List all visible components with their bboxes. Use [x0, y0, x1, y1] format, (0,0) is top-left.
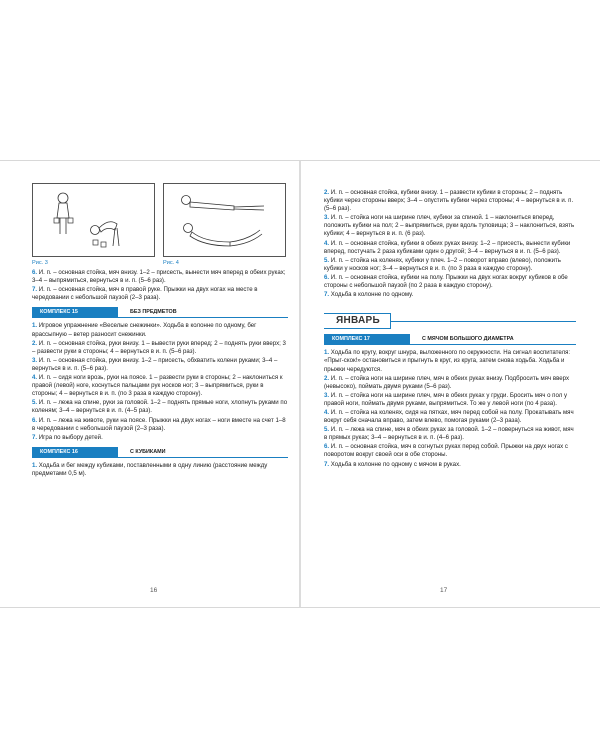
- item-text: И. п. – основная стойка, мяч в согнутых руках перед собой. Прыжки на двух ногах с поворотом вокруг своей оси в обе стороны.: [324, 443, 568, 459]
- item-text: Ходьба в колонне по одному.: [330, 291, 414, 299]
- list-item: [32, 462, 288, 478]
- book-spread: [0, 160, 600, 608]
- figure-3-caption: Рис. 3: [32, 260, 48, 266]
- item-number: 7.: [324, 291, 330, 299]
- list-item: [324, 461, 576, 469]
- item-text: И. п. – стойка ноги на ширине плеч, мяч в обеих руках у груди. Бросить мяч о пол у правой ноги, поймать двумя руками, выпрямиться. То же у левой ноги (по 4 раза).: [324, 391, 568, 407]
- figure-3-illustration: [32, 183, 155, 257]
- complex-title: С МЯЧОМ БОЛЬШОГО ДИАМЕТРА: [422, 336, 514, 343]
- item-text: И. п. – основная стойка, кубики внизу. 1 – развести кубики в стороны; 2 – поднять кубики через стороны вверх; 3–4 – опустить кубики через стороны; 4 – вернуться в и. п. (5–6 раз).: [324, 189, 574, 213]
- item-number: 6.: [32, 416, 38, 424]
- item-number: 7.: [324, 460, 330, 468]
- list-item: [324, 409, 576, 425]
- book-spine: [299, 161, 301, 607]
- list-item: [324, 349, 576, 373]
- item-text: И. п. – основная стойка, мяч в правой руке. Прыжки на двух ногах на месте в чередовании с небольшой паузой (2–3 раза).: [32, 286, 258, 302]
- item-number: 1.: [32, 322, 38, 330]
- item-number: 7.: [32, 433, 38, 441]
- list-item: [324, 392, 576, 408]
- item-text: И. п. – лежа на спине, мяч в обеих руках за головой. 1–2 – повернуться на живот, мяч в прямых руках; 3–4 – вернуться в и. п. (4–6 раз).: [324, 426, 574, 442]
- list-item: [32, 357, 288, 373]
- item-number: 1.: [324, 349, 330, 357]
- complex-title: БЕЗ ПРЕДМЕТОВ: [130, 309, 177, 316]
- item-number: 6.: [324, 273, 330, 281]
- item-text: И. п. – основная стойка, кубики в обеих руках внизу. 1–2 – присесть, вынести кубики вперед, постучать 2 раза кубиками один о другой; 3–4 – вернуться в и. п. (5–6 раз).: [324, 239, 571, 255]
- item-number: 7.: [32, 286, 38, 294]
- complex-title: С КУБИКАМИ: [130, 448, 166, 455]
- item-text: И. п. – основная стойка, мяч внизу. 1–2 – присесть, вынести мяч вперед в обеих руках; 3–4 – выпрямиться, вернуться в и. п. (5–6 раз).: [32, 269, 286, 285]
- item-number: 4.: [324, 408, 330, 416]
- figure-row: [32, 183, 288, 267]
- right-page: [324, 189, 576, 470]
- item-number: 4.: [32, 374, 38, 382]
- item-number: 6.: [324, 443, 330, 451]
- item-text: И. п. – основная стойка, руки внизу. 1 – вывести руки вперед; 2 – поднять руки вверх; 3 – развести руки в стороны; 4 – вернуться в и. п. (5–6 раз).: [32, 339, 286, 355]
- item-number: 5.: [324, 256, 330, 264]
- item-text: И. п. – стойка на коленях, сидя на пятках, мяч перед собой на полу. Прокатывать мяч вокруг себя сначала вправо, затем влево, помогая руками (2–3 раза).: [324, 408, 574, 425]
- item-number: 3.: [324, 391, 330, 399]
- item-text: И. п. – лежа на животе, руки на поясе. Прыжки на двух ногах – ноги вместе на счет 1–8 в чередовании с небольшой паузой (2–3 раза).: [32, 416, 286, 432]
- list-item: [32, 340, 288, 356]
- item-text: И. п. – основная стойка, руки внизу. 1–2 – присесть, обхватить колени руками; 3–4 – вернуться в и. п. (5–6 раз).: [32, 356, 278, 372]
- item-text: И. п. – стойка на коленях, кубики у плеч. 1–2 – поворот вправо (влево), положить кубики у носков ног; 3–4 – вернуться в и. п. (по 3 раза в каждую сторону).: [324, 256, 561, 272]
- item-number: 5.: [32, 399, 38, 407]
- figure-3: [32, 183, 157, 267]
- item-text: И. п. – основная стойка, кубики на полу. Прыжки на двух ногах вокруг кубиков в обе стороны с небольшой паузой (по 2 раза в каждую сторону).: [324, 273, 568, 290]
- list-item: [32, 417, 288, 433]
- item-number: 5.: [324, 426, 330, 434]
- figure-4: [163, 183, 288, 267]
- month-title: ЯНВАРЬ: [324, 313, 391, 329]
- list-item: [32, 374, 288, 398]
- list-item: [324, 189, 576, 213]
- month-heading: [324, 313, 576, 329]
- item-text: И. п. – стойка ноги на ширине плеч, кубики за спиной. 1 – наклониться вперед, положить кубики на пол; 2 – выпрямиться, руки вдоль туловища; 3 – наклониться, взять кубики; 4 – вернуться в и. п. (6 раз).: [324, 214, 575, 238]
- figure-4-illustration: [163, 183, 286, 257]
- item-number: 3.: [324, 214, 330, 222]
- list-item: [324, 240, 576, 256]
- list-item: [32, 286, 288, 302]
- item-text: И. п. – стойка ноги на ширине плеч, мяч в обеих руках внизу. Подбросить мяч вверх (невысоко), поймать двумя руками (5–6 раз).: [324, 374, 570, 390]
- item-number: 4.: [324, 239, 330, 247]
- complex-label: КОМПЛЕКС 17: [324, 334, 410, 344]
- item-number: 2.: [324, 189, 330, 196]
- complex-label: КОМПЛЕКС 16: [32, 447, 118, 457]
- item-text: И. п. – лежа на спине, руки за головой. 1–2 – поднять прямые ноги, хлопнуть руками по коленям; 3–4 – вернуться в и. п. (4–5 раз).: [32, 399, 288, 415]
- list-item: [32, 399, 288, 415]
- list-item: [324, 214, 576, 238]
- list-item: [32, 434, 288, 442]
- item-text: Ходьба в колонне по одному с мячом в руках.: [330, 460, 461, 468]
- item-number: 1.: [32, 461, 38, 469]
- item-number: 6.: [32, 269, 38, 277]
- item-text: Игровое упражнение «Веселые снежинки». Ходьба в колонне по одному, бег врассыпную – ветер разносит снежинки.: [32, 322, 257, 338]
- list-item: [324, 426, 576, 442]
- list-item: [324, 375, 576, 391]
- item-text: Ходьба по кругу, вокруг шнура, выложенного по окружности. На сигнал воспитателя: «Прыг-скок!» остановиться и прыгнуть в круг, из круга, затем снова ходьба. Ходьба и прыжки чередуются.: [324, 349, 571, 373]
- item-number: 3.: [32, 356, 38, 364]
- month-rule: [391, 321, 576, 322]
- list-item: [32, 322, 288, 338]
- list-item: [32, 269, 288, 285]
- item-number: 2.: [324, 374, 330, 382]
- complex-label: КОМПЛЕКС 15: [32, 307, 118, 317]
- complex-17-header: [324, 334, 576, 345]
- page-number-left: 16: [150, 587, 158, 594]
- item-text: Игра по выбору детей.: [38, 433, 103, 441]
- list-item: [324, 443, 576, 459]
- complex-16-header: [32, 447, 288, 458]
- complex-15-header: [32, 307, 288, 318]
- figure-4-caption: Рис. 4: [163, 260, 179, 266]
- item-text: Ходьба и бег между кубиками, поставленными в одну линию (расстояние между предметами 0,5 м).: [32, 461, 268, 477]
- left-page: [32, 183, 288, 479]
- item-text: И. п. – сидя ноги врозь, руки на поясе. 1 – развести руки в стороны; 2 – наклониться к правой (левой) ноге, коснуться пальцами рук носков ног; 3 – выпрямиться, руки в стороны; 4 – вернуться в и. п. (по 3 раза в каждую сторону).: [32, 374, 283, 398]
- list-item: [324, 291, 576, 299]
- list-item: [324, 257, 576, 273]
- page-number-right: 17: [440, 587, 448, 594]
- list-item: [324, 274, 576, 290]
- item-number: 2.: [32, 339, 38, 347]
